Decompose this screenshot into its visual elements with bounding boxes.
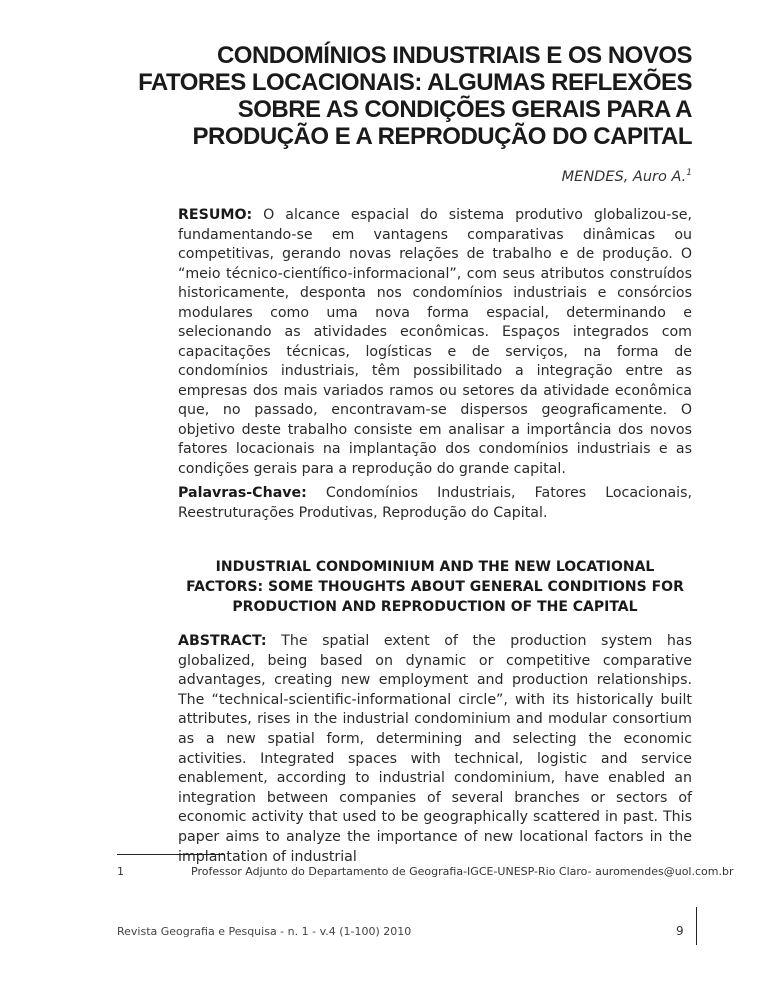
abstract-paragraph (178, 632, 692, 867)
footnote-divider (117, 854, 225, 855)
footnote-text: Professor Adjunto do Departamento de Geografia-IGCE-UNESP-Rio Claro- auromendes@uol.com.br (191, 865, 734, 878)
abstract-text: The spatial extent of the production system has globalized, being based on dynamic or competitive comparative advantages, creating new employment and production relationships. The “technical-scientific-informational circle”, with its historically built attributes, rises in the industrial condominium and modular consortium as a new spatial form, determining and selecting the economic activities. Integrated spaces with technical, logistic and service enablement, according to industrial condominium, have enabled an integration between companies of several branches or sectors of economic activity that used to be geographically scattered in past. This paper aims to analyze the importance of new locational factors in the implantation of industrial (178, 633, 692, 865)
abstract-label: ABSTRACT: (178, 633, 267, 649)
resumo-text: O alcance espacial do sistema produtivo globalizou-se, fundamentando-se em vantagens comparativas dinâmicas ou competitivas, gerando novas relações de trabalho e de produção. O “meio técnico-científico-informacional”, com seus atributos construídos historicamente, desponta nos condomínios industriais e consórcios modulares como uma nova forma espacial, determinando e selecionando as atividades econômicas. Espaços integrados com capacitações técnicas, logísticas e de serviços, na forma de condomínios industriais, têm possibilitado a integração entre as empresas dos mais variados ramos ou setores da atividade econômica que, no passado, encontravam-se dispersos geograficamente. O objetivo deste trabalho consiste em analisar a importância dos novos fatores locacionais na implantação dos condomínios industriais e as condições gerais para a reprodução do grande capital. (178, 207, 692, 477)
resumo-label: RESUMO: (178, 207, 253, 223)
page-number: 9 (676, 924, 684, 938)
english-title: INDUSTRIAL CONDOMINIUM AND THE NEW LOCATIONAL FACTORS: SOME THOUGHTS ABOUT GENERAL CONDITIONS FOR PRODUCTION AND REPRODUCTION OF THE CAPITAL (186, 559, 684, 615)
footer-divider (696, 907, 697, 945)
keywords-label: Palavras-Chave: (178, 485, 307, 501)
keywords-text: Condomínios Industriais, Fatores Locacionais, Reestruturações Produtivas, Reprodução do Capital. (178, 485, 692, 521)
footer-journal: Revista Geografia e Pesquisa - n. 1 - v.4 (1-100) 2010 (117, 925, 412, 938)
footnote-number: 1 (117, 865, 124, 878)
resumo-paragraph (178, 206, 692, 479)
author-line (562, 168, 692, 185)
author-footnote-mark: 1 (686, 168, 692, 178)
author-name: MENDES, Auro A. (561, 168, 687, 185)
keywords-paragraph (178, 484, 692, 523)
article-title: CONDOMÍNIOS INDUSTRIAIS E OS NOVOS FATORES LOCACIONAIS: ALGUMAS REFLEXÕES SOBRE AS CONDIÇÕES GERAIS PARA A PRODUÇÃO E A REPRODUÇÃO DO CAPITAL (138, 42, 692, 150)
